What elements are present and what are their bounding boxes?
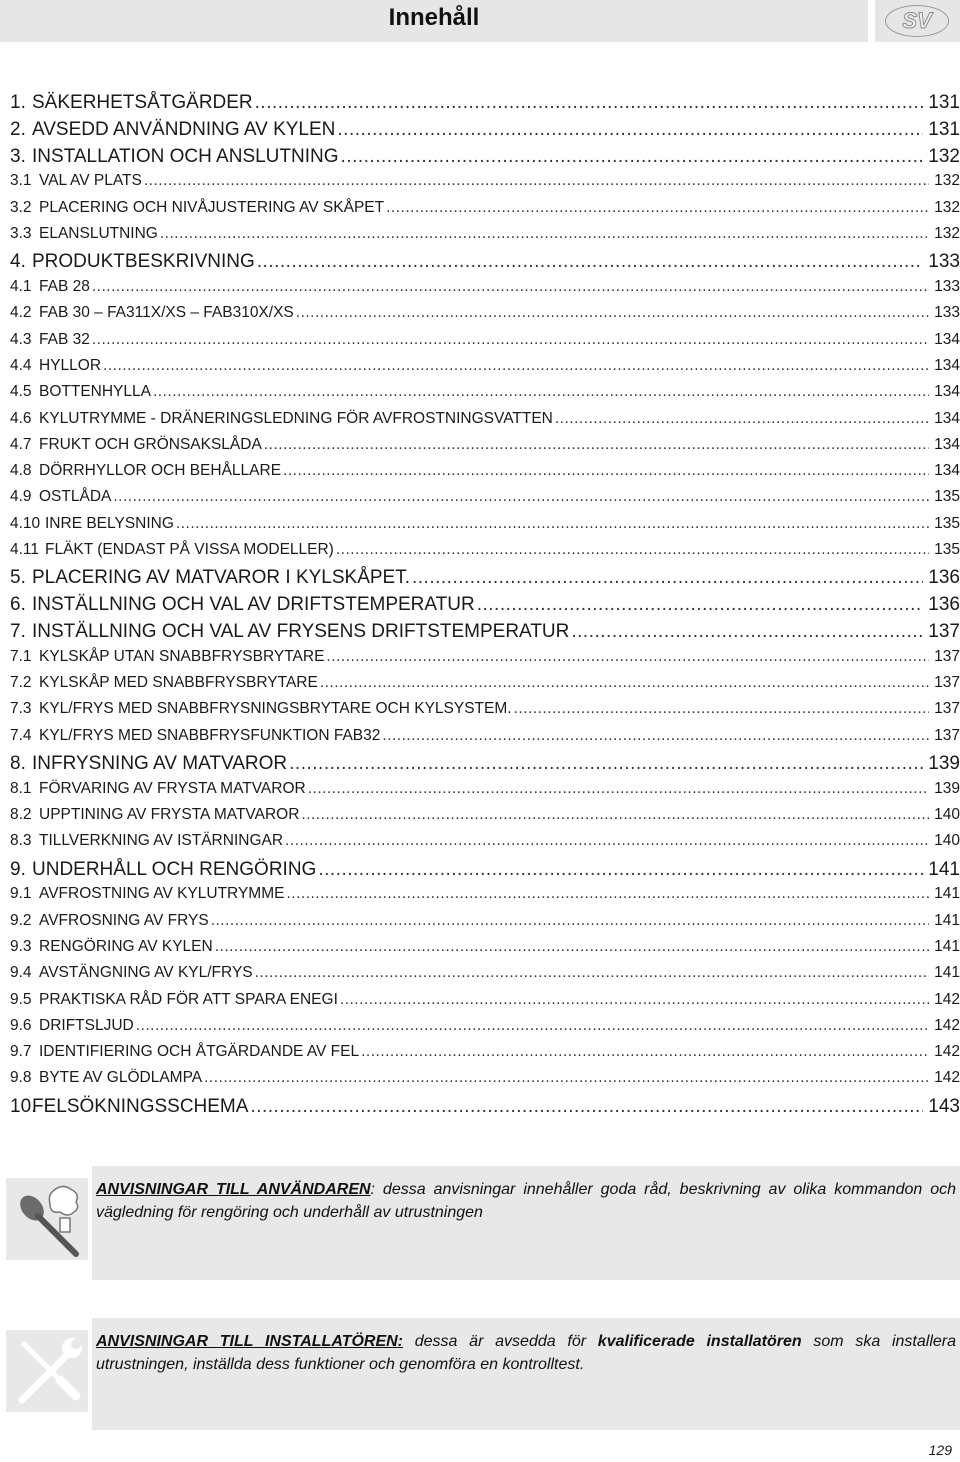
toc-leader-dots [264, 436, 929, 452]
installer-text-part-a: dessa är avsedda för [403, 1333, 598, 1350]
toc-entry-title: INSTALLATION OCH ANSLUTNING [32, 145, 339, 167]
toc-entry-title: BYTE AV GLÖDLAMPA [39, 1069, 203, 1087]
toc-leader-dots [341, 146, 924, 165]
toc-entry-title: SÄKERHETSÅTGÄRDER [32, 92, 253, 113]
toc-entry-number: 8. [10, 752, 26, 774]
toc-entry[interactable] [10, 806, 960, 832]
toc-leader-dots [318, 859, 923, 878]
toc-leader-dots [92, 331, 929, 347]
toc-entry[interactable] [10, 1043, 960, 1069]
toc-entry-number: 4. [10, 251, 26, 273]
toc-entry-number: 10. [10, 1095, 37, 1117]
toc-leader-dots [136, 1017, 929, 1033]
toc-leader-dots [571, 621, 923, 640]
toc-entry-number: 9.7 [10, 1043, 32, 1061]
toc-entry-number: 9.8 [10, 1069, 32, 1087]
toc-entry-page: 141 [928, 858, 960, 880]
toc-leader-dots [361, 1043, 929, 1059]
toc-entry-title: FÖRVARING AV FRYSTA MATVAROR [39, 779, 306, 797]
toc-entry-title: KYL/FRYS MED SNABBFRYSNINGSBRYTARE OCH KYLSYSTEM. [39, 700, 512, 718]
toc-entry-title: KYLUTRYMME - DRÄNERINGSLEDNING FÖR AVFROSTNINGSVATTEN [39, 409, 553, 427]
toc-entry-page: 142 [934, 990, 960, 1008]
toc-entry[interactable] [10, 964, 960, 990]
toc-entry-page: 135 [934, 488, 960, 506]
toc-entry-page: 139 [928, 752, 960, 774]
table-of-contents [10, 92, 960, 1123]
toc-entry-title: FLÄKT (ENDAST PÅ VISSA MODELLER) [45, 541, 334, 559]
toc-entry-page: 134 [934, 383, 960, 401]
toc-leader-dots [211, 912, 929, 928]
toc-entry-page: 133 [934, 304, 960, 322]
toc-entry-title: IDENTIFIERING OCH ÅTGÄRDANDE AV FEL [39, 1043, 360, 1061]
toc-entry-number: 1. [10, 92, 26, 113]
toc-entry-page: 141 [934, 964, 960, 982]
toc-entry-title: KYLSKÅP UTAN SNABBFRYSBRYTARE [39, 647, 325, 665]
toc-entry[interactable] [10, 1096, 960, 1123]
toc-entry-title: UNDERHÅLL OCH RENGÖRING [32, 858, 317, 880]
toc-entry-title: ELANSLUTNING [39, 224, 158, 242]
toc-entry-title: INRE BELYSNING [45, 514, 174, 532]
toc-entry-number: 7.4 [10, 726, 32, 744]
toc-entry-title: RENGÖRING AV KYLEN [39, 938, 213, 955]
toc-entry-title: FAB 32 [39, 330, 90, 348]
toc-entry-page: 141 [934, 938, 960, 955]
toc-entry[interactable] [10, 832, 960, 858]
toc-entry-number: 3.2 [10, 198, 32, 216]
toc-entry-page: 136 [928, 567, 960, 589]
toc-entry[interactable] [10, 700, 960, 726]
toc-entry-title: PLACERING AV MATVAROR I KYLSKÅPET. [32, 567, 410, 589]
toc-entry-page: 131 [928, 118, 960, 140]
toc-entry-number: 4.9 [10, 488, 32, 506]
toc-entry[interactable] [10, 753, 960, 780]
toc-entry[interactable] [10, 674, 960, 700]
toc-leader-dots [215, 938, 929, 954]
toc-entry[interactable] [10, 515, 960, 541]
user-instructions-text [96, 1178, 956, 1224]
toc-leader-dots [92, 278, 929, 294]
toc-entry-number: 4.1 [10, 278, 32, 296]
toc-entry[interactable] [10, 912, 960, 938]
language-code: SV [885, 5, 949, 37]
toc-entry-page: 141 [934, 885, 960, 903]
toc-entry-title: OSTLÅDA [39, 488, 112, 506]
toc-entry[interactable] [10, 92, 960, 119]
page-number: 129 [928, 1442, 952, 1458]
toc-entry-title: DÖRRHYLLOR OCH BEHÅLLARE [39, 462, 282, 480]
toc-entry-number: 7.2 [10, 674, 32, 692]
toc-entry-number: 5. [10, 567, 26, 589]
toc-leader-dots [301, 806, 929, 822]
toc-entry[interactable] [10, 567, 960, 594]
toc-entry-title: BOTTENHYLLA [39, 383, 151, 401]
toc-entry-number: 8.1 [10, 779, 32, 797]
toc-leader-dots [320, 674, 929, 690]
toc-entry-page: 134 [934, 462, 960, 480]
toc-leader-dots [144, 172, 929, 188]
toc-leader-dots [103, 357, 929, 373]
toc-leader-dots [204, 1069, 929, 1085]
toc-leader-dots [477, 594, 924, 613]
toc-entry-title: AVSTÄNGNING AV KYL/FRYS [39, 964, 253, 982]
installer-instructions-text [96, 1330, 956, 1376]
wrench-screwdriver-icon [6, 1330, 88, 1412]
toc-leader-dots [514, 700, 930, 716]
toc-leader-dots [286, 885, 929, 901]
toc-entry-title: FAB 28 [39, 278, 90, 296]
toc-entry[interactable] [10, 938, 960, 964]
toc-entry-page: 140 [934, 832, 960, 850]
spoon-chef-hat-icon [6, 1178, 88, 1260]
toc-entry-title: AVFROSTNING AV KYLUTRYMME [39, 885, 285, 903]
user-instructions-box [92, 1166, 960, 1280]
toc-entry[interactable] [10, 278, 960, 304]
toc-entry-title: PRODUKTBESKRIVNING [32, 251, 255, 273]
toc-entry-number: 4.2 [10, 304, 32, 322]
toc-leader-dots [326, 648, 929, 664]
toc-entry[interactable] [10, 331, 960, 357]
toc-entry-number: 9.1 [10, 885, 32, 903]
toc-entry-title: KYL/FRYS MED SNABBFRYSFUNKTION FAB32 [39, 726, 381, 744]
toc-entry-number: 7.3 [10, 700, 32, 718]
toc-entry-page: 135 [934, 541, 960, 559]
toc-entry[interactable] [10, 146, 960, 173]
toc-entry-page: 140 [934, 806, 960, 824]
toc-entry[interactable] [10, 594, 960, 621]
toc-entry-page: 133 [934, 278, 960, 296]
toc-entry-page: 132 [934, 224, 960, 242]
toc-entry[interactable] [10, 727, 960, 753]
toc-entry-title: INSTÄLLNING OCH VAL AV FRYSENS DRIFTSTEMPERATUR [32, 620, 570, 642]
toc-leader-dots [285, 832, 929, 848]
toc-entry[interactable] [10, 410, 960, 436]
toc-entry-page: 142 [934, 1069, 960, 1087]
toc-entry-number: 2. [10, 118, 26, 140]
toc-entry[interactable] [10, 648, 960, 674]
toc-leader-dots [386, 199, 929, 215]
toc-entry-number: 9.4 [10, 964, 32, 982]
toc-entry-title: KYLSKÅP MED SNABBFRYSBRYTARE [39, 674, 318, 692]
toc-entry[interactable] [10, 199, 960, 225]
toc-entry-title: INFRYSNING AV MATVAROR [32, 752, 288, 774]
toc-entry[interactable] [10, 119, 960, 146]
toc-entry[interactable] [10, 541, 960, 567]
toc-entry-page: 137 [928, 620, 960, 642]
toc-entry-page: 141 [934, 911, 960, 929]
installer-instructions-box [92, 1318, 960, 1430]
toc-entry-page: 132 [934, 198, 960, 216]
toc-entry-number: 9.2 [10, 911, 32, 929]
toc-entry[interactable] [10, 488, 960, 514]
toc-entry-number: 4.5 [10, 383, 32, 401]
toc-entry-number: 4.6 [10, 409, 32, 427]
toc-leader-dots [176, 515, 929, 531]
user-instructions-body: : dessa anvisningar innehåller goda råd, beskrivning av olika kommandon och vägledning för rengöring och underhåll av utrustningen [96, 1181, 957, 1221]
toc-leader-dots [308, 780, 929, 796]
toc-entry-page: 132 [934, 172, 960, 190]
toc-leader-dots [337, 119, 923, 138]
toc-entry-number: 9.3 [10, 938, 32, 955]
toc-entry-number: 3.1 [10, 172, 32, 190]
toc-entry-number: 9.5 [10, 990, 32, 1008]
toc-entry-title: DRIFTSLJUD [39, 1016, 134, 1034]
toc-entry-title: AVFROSNING AV FRYS [39, 911, 209, 929]
toc-entry-number: 4.10 [10, 514, 41, 532]
toc-entry-number: 7.1 [10, 647, 32, 665]
installer-instructions-heading: ANVISNINGAR TILL INSTALLATÖREN: [96, 1333, 404, 1350]
page-title: Innehåll [388, 4, 480, 31]
toc-entry[interactable] [10, 436, 960, 462]
toc-leader-dots [340, 991, 929, 1007]
toc-entry-title: AVSEDD ANVÄNDNING AV KYLEN [32, 118, 336, 140]
language-badge [875, 0, 960, 42]
toc-leader-dots [250, 1096, 923, 1115]
toc-entry-title: VAL AV PLATS [39, 172, 142, 190]
toc-entry-title: HYLLOR [39, 356, 102, 374]
toc-leader-dots [289, 753, 923, 772]
toc-leader-dots [382, 727, 929, 743]
toc-leader-dots [153, 383, 929, 399]
toc-entry-page: 142 [934, 1043, 960, 1061]
toc-entry-page: 131 [928, 92, 960, 113]
toc-leader-dots [257, 251, 924, 270]
toc-entry-number: 6. [10, 594, 26, 616]
toc-entry-title: UPPTINING AV FRYSTA MATVAROR [39, 806, 300, 824]
toc-entry-page: 133 [928, 251, 960, 273]
toc-entry-page: 134 [934, 409, 960, 427]
toc-entry[interactable] [10, 357, 960, 383]
toc-leader-dots [336, 541, 929, 557]
toc-entry[interactable] [10, 251, 960, 278]
toc-entry[interactable] [10, 621, 960, 648]
toc-leader-dots [555, 410, 929, 426]
toc-leader-dots [255, 964, 930, 980]
toc-entry[interactable] [10, 1017, 960, 1043]
toc-entry-page: 134 [934, 356, 960, 374]
toc-leader-dots [160, 225, 929, 241]
installer-text-bold: kvalificerade installatören [597, 1333, 802, 1350]
toc-entry[interactable] [10, 991, 960, 1017]
toc-entry-number: 3. [10, 145, 26, 167]
toc-entry-page: 134 [934, 330, 960, 348]
toc-entry-page: 132 [928, 145, 960, 167]
toc-entry[interactable] [10, 172, 960, 198]
toc-entry-number: 4.7 [10, 435, 32, 453]
toc-entry-number: 7. [10, 620, 26, 642]
toc-entry-page: 143 [928, 1095, 960, 1117]
user-instructions-heading: ANVISNINGAR TILL ANVÄNDAREN [96, 1181, 371, 1198]
toc-entry-title: INSTÄLLNING OCH VAL AV DRIFTSTEMPERATUR [32, 594, 475, 616]
toc-entry-number: 4.4 [10, 356, 32, 374]
toc-entry[interactable] [10, 383, 960, 409]
toc-leader-dots [255, 92, 924, 111]
toc-entry-title: FAB 30 – FA311X/XS – FAB310X/XS [39, 304, 294, 322]
toc-entry-page: 137 [934, 726, 960, 744]
toc-entry[interactable] [10, 1069, 960, 1095]
toc-entry-number: 3.3 [10, 224, 32, 242]
toc-entry[interactable] [10, 225, 960, 251]
toc-leader-dots [412, 567, 923, 586]
toc-entry[interactable] [10, 885, 960, 911]
toc-entry-number: 4.11 [10, 541, 40, 559]
toc-entry-number: 8.2 [10, 806, 32, 824]
toc-entry-page: 135 [934, 514, 960, 532]
toc-leader-dots [296, 304, 929, 320]
toc-entry-number: 9.6 [10, 1016, 32, 1034]
toc-entry-page: 137 [934, 700, 960, 718]
toc-entry-title: FRUKT OCH GRÖNSAKSLÅDA [39, 435, 262, 453]
toc-entry-page: 137 [934, 674, 960, 692]
toc-entry-page: 142 [934, 1016, 960, 1034]
installer-text-part-b: som ska installera utrustningen, inställda dess funktioner och genomföra en kontrolltest. [96, 1333, 956, 1373]
toc-leader-dots [113, 488, 929, 504]
toc-entry[interactable] [10, 859, 960, 886]
toc-entry-page: 136 [928, 594, 960, 616]
toc-entry-page: 134 [934, 435, 960, 453]
toc-entry[interactable] [10, 462, 960, 488]
toc-entry-title: PLACERING OCH NIVÅJUSTERING AV SKÅPET [39, 198, 385, 216]
toc-entry-title: TILLVERKNING AV ISTÄRNINGAR [39, 832, 284, 850]
toc-entry-page: 139 [934, 779, 960, 797]
toc-entry-page: 137 [934, 647, 960, 665]
toc-entry-number: 4.3 [10, 330, 32, 348]
toc-entry-title: PRAKTISKA RÅD FÖR ATT SPARA ENEGI [39, 990, 338, 1008]
toc-entry-number: 8.3 [10, 832, 32, 850]
toc-leader-dots [283, 462, 929, 478]
toc-entry-number: 9. [10, 858, 26, 880]
toc-entry[interactable] [10, 304, 960, 330]
toc-entry-number: 4.8 [10, 462, 32, 480]
toc-entry-title: FELSÖKNINGSSCHEMA [32, 1095, 249, 1117]
toc-entry[interactable] [10, 780, 960, 806]
